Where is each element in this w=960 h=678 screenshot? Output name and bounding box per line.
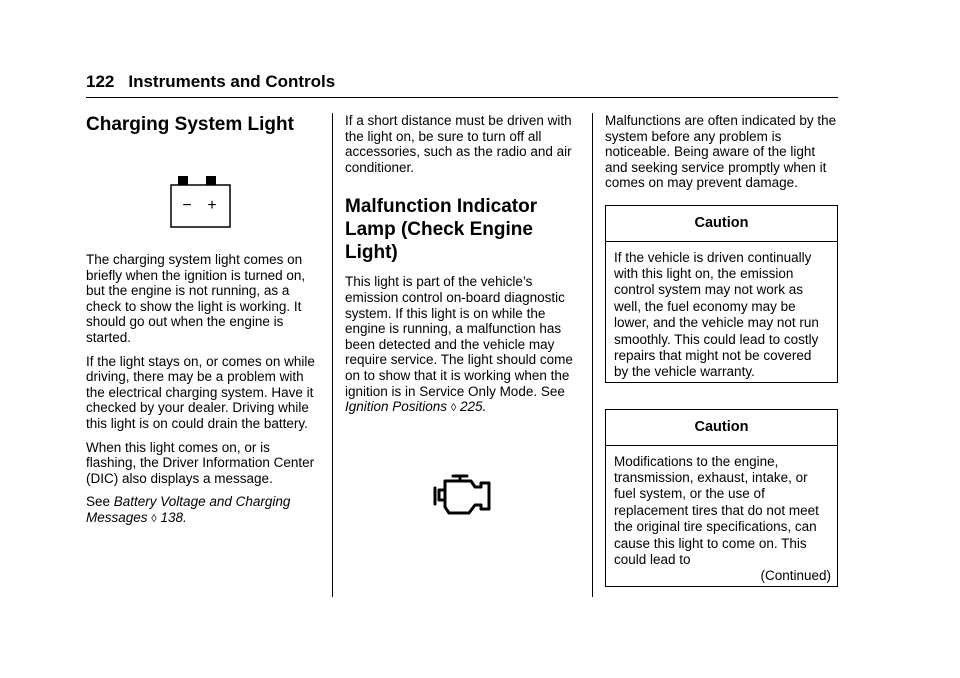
continued-label: (Continued) — [760, 568, 831, 584]
check-engine-icon — [431, 473, 578, 517]
battery-plus: + — [207, 197, 217, 214]
ignition-positions-link[interactable]: Ignition Positions — [345, 399, 448, 415]
caution-title-2: Caution — [606, 410, 837, 446]
caution-body-2: Modifications to the engine, transmission, exhaust, intake, or fuel system, or the use of replacement tires that do not meet the original tire specifications, can cause this light to come on. This could lead to — [614, 453, 819, 567]
page-header — [86, 72, 335, 92]
see-prefix: See — [86, 494, 114, 510]
malfunction-heading: Malfunction Indicator Lamp (Check Engine Light) — [345, 196, 538, 264]
ignition-positions-page[interactable]: 225 — [460, 399, 483, 415]
battery-icon — [170, 176, 321, 228]
column-1 — [86, 113, 321, 536]
battery-minus: − — [182, 197, 192, 214]
charging-paragraph-3: When this light comes on, or is flashing, the Driver Information Center (DIC) also displays a message. — [86, 439, 315, 486]
charging-paragraph-2: If the light stays on, or comes on while driving, there may be a problem with the electrical charging system. Have it checked by your dealer. Driving while this light is on could drain the battery. — [86, 353, 315, 431]
page-number: 122 — [86, 72, 115, 91]
page-ref-arrow-icon: ◊ — [151, 512, 157, 525]
malfunctions-paragraph: Malfunctions are often indicated by the system before any problem is noticeable. Being aware of the light and seeking service promptly when it comes on may prevent damage. — [605, 113, 837, 191]
caution-box-1 — [605, 205, 838, 383]
period: . — [482, 399, 487, 415]
charging-paragraph-4 — [86, 494, 321, 527]
charging-system-heading: Charging System Light — [86, 114, 294, 135]
battery-messages-page[interactable]: 138 — [160, 509, 184, 525]
period: . — [183, 509, 187, 525]
malfunction-paragraph — [345, 274, 578, 416]
charging-paragraph-1: The charging system light comes on briefly when the ignition is turned on, but the engine is not running, as a check to show the light is working. It should go out when the engine is started. — [86, 252, 306, 345]
header-rule — [86, 97, 838, 98]
section-title: Instruments and Controls — [128, 72, 336, 91]
column-3 — [605, 113, 838, 587]
caution-title-1: Caution — [606, 206, 837, 242]
accessories-paragraph: If a short distance must be driven with the light on, be sure to turn off all accessories, such as the radio and air conditioner. — [345, 113, 572, 175]
malfunction-text: This light is part of the vehicle’s emission control on-board diagnostic system. If this light is on while the engine is running, a malfunction has been detected and the vehicle may require service. The light should come on to show that it is working when the ignition is in Service Only Mode. See — [345, 274, 573, 399]
battery-messages-link[interactable]: Battery Voltage and Charging Messages — [86, 494, 291, 525]
caution-body-1: If the vehicle is driven continually with this light on, the emission control system may not work as well, the fuel economy may be lower, and the vehicle may not run smoothly. This could lead to costly repairs that might not be covered by the vehicle warranty. — [614, 249, 819, 380]
column-2 — [345, 113, 578, 517]
caution-box-2 — [605, 409, 838, 587]
column-divider-2 — [592, 113, 593, 597]
page-ref-arrow-icon: ◊ — [450, 402, 457, 415]
column-divider-1 — [332, 113, 333, 597]
